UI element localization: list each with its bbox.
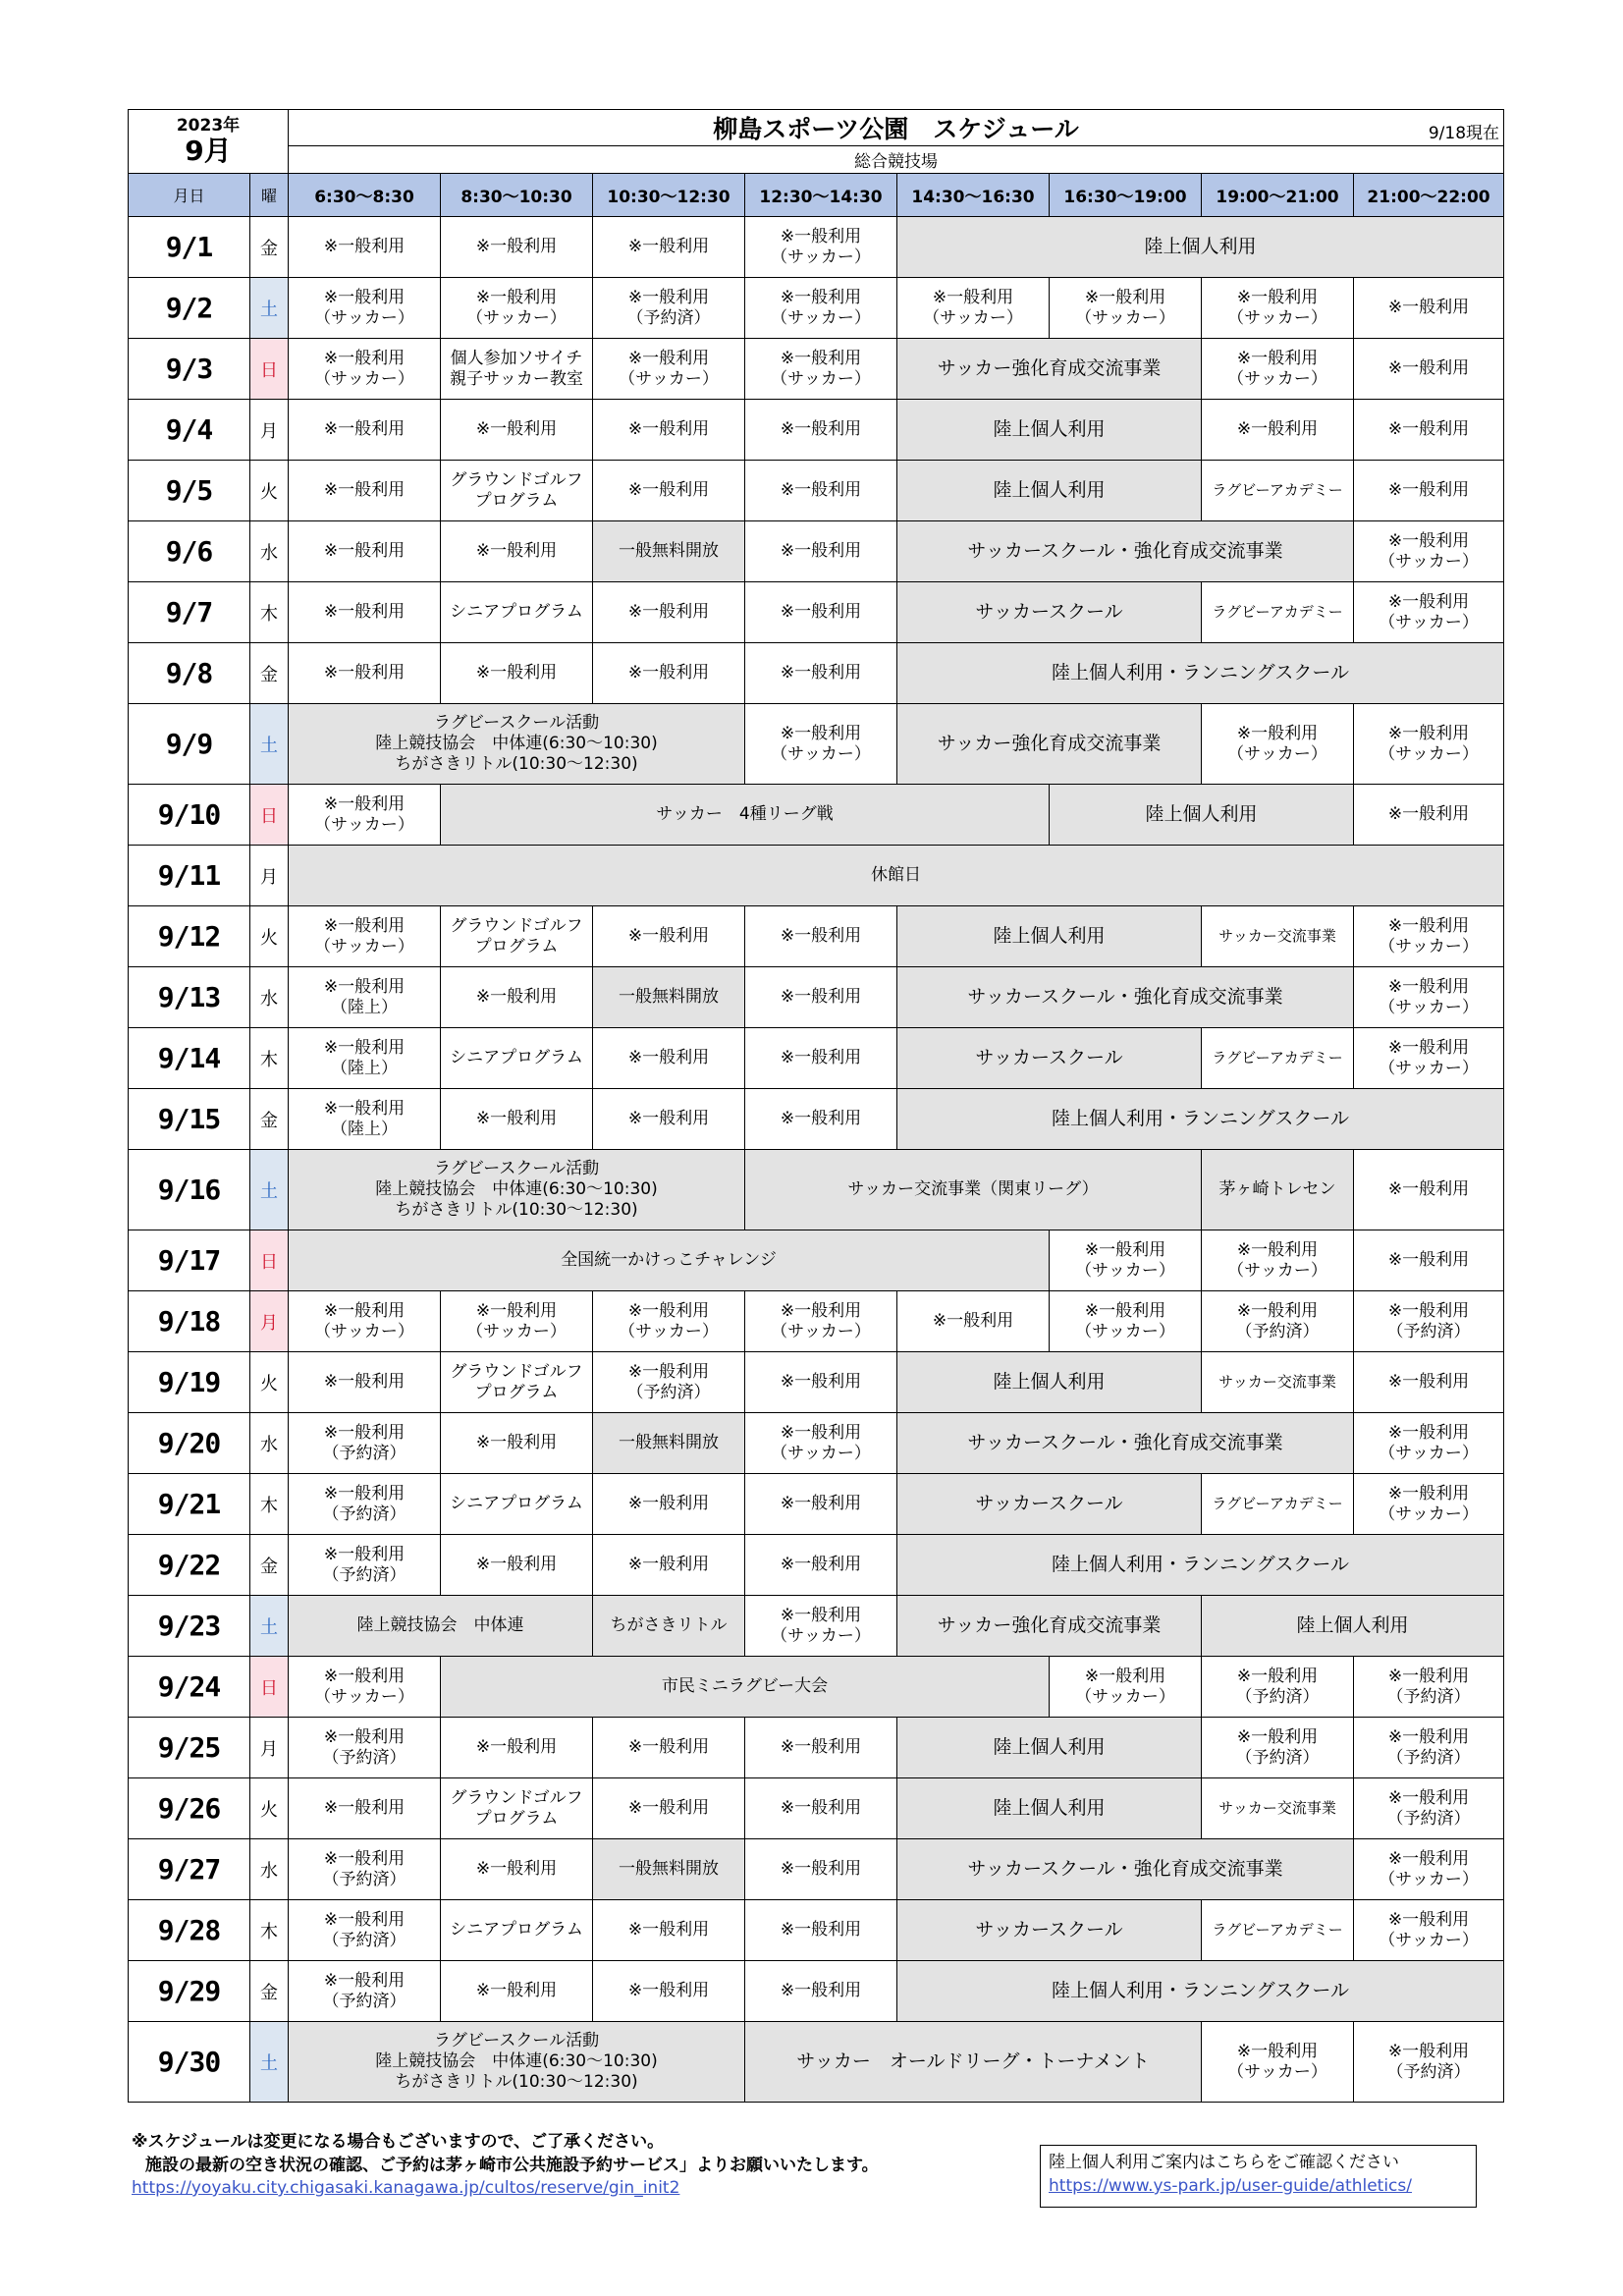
booking-cell: ※一般利用 （陸上） xyxy=(289,1028,441,1089)
booking-cell: サッカー交流事業（関東リーグ） xyxy=(745,1150,1202,1230)
booking-cell: サッカースクール・強化育成交流事業 xyxy=(897,1413,1354,1474)
booking-cell: ※一般利用 （サッカー） xyxy=(1354,521,1504,582)
time-slot-header: 10:30～12:30 xyxy=(593,174,745,217)
year-label: 2023年 xyxy=(176,116,241,136)
booking-cell: サッカースクール・強化育成交流事業 xyxy=(897,967,1354,1028)
schedule-row xyxy=(129,400,1504,461)
schedule-row xyxy=(129,906,1504,967)
booking-cell: ※一般利用 （予約済） xyxy=(289,1961,441,2022)
booking-cell: ※一般利用 （予約済） xyxy=(1354,1778,1504,1839)
booking-cell: ※一般利用 （サッカー） xyxy=(1354,1474,1504,1535)
booking-cell: ※一般利用 xyxy=(1354,1230,1504,1291)
booking-cell: ※一般利用 （陸上） xyxy=(289,1089,441,1150)
date-cell: 9/12 xyxy=(129,906,250,967)
schedule-row xyxy=(129,846,1504,906)
schedule-row xyxy=(129,1535,1504,1596)
booking-cell: シニアプログラム xyxy=(441,1474,593,1535)
schedule-row xyxy=(129,461,1504,521)
booking-cell: グラウンドゴルフ プログラム xyxy=(441,906,593,967)
date-cell: 9/10 xyxy=(129,785,250,846)
schedule-row xyxy=(129,967,1504,1028)
booking-cell: 一般無料開放 xyxy=(593,967,745,1028)
booking-cell: ※一般利用 （予約済） xyxy=(1202,1718,1354,1778)
booking-cell: ※一般利用 （サッカー） xyxy=(593,339,745,400)
athletics-info-link[interactable]: https://www.ys-park.jp/user-guide/athletics/ xyxy=(1049,2176,1412,2196)
booking-cell: ※一般利用 xyxy=(897,1291,1050,1352)
schedule-row xyxy=(129,278,1504,339)
time-slot-header: 21:00～22:00 xyxy=(1354,174,1504,217)
schedule-row xyxy=(129,1150,1504,1230)
booking-cell: ※一般利用 （陸上） xyxy=(289,967,441,1028)
booking-cell: 陸上個人利用 xyxy=(897,1778,1202,1839)
month-label: 9月 xyxy=(185,135,232,167)
booking-cell: ※一般利用 xyxy=(745,521,897,582)
booking-cell: サッカー交流事業 xyxy=(1202,1352,1354,1413)
booking-cell: ※一般利用 xyxy=(745,1839,897,1900)
booking-cell: サッカースクール・強化育成交流事業 xyxy=(897,521,1354,582)
weekday-cell: 木 xyxy=(250,1900,289,1961)
date-cell: 9/9 xyxy=(129,704,250,785)
booking-cell: 陸上個人利用 xyxy=(897,400,1202,461)
booking-cell: 陸上個人利用 xyxy=(897,1718,1202,1778)
booking-cell: サッカー交流事業 xyxy=(1202,1778,1354,1839)
booking-cell: ※一般利用 xyxy=(745,1718,897,1778)
booking-cell: ※一般利用 （サッカー） xyxy=(289,1291,441,1352)
booking-cell: ※一般利用 xyxy=(1354,400,1504,461)
booking-cell: グラウンドゴルフ プログラム xyxy=(441,461,593,521)
weekday-cell: 土 xyxy=(250,278,289,339)
booking-cell: ※一般利用 （サッカー） xyxy=(1354,906,1504,967)
booking-cell: ※一般利用 xyxy=(593,1474,745,1535)
booking-cell: シニアプログラム xyxy=(441,582,593,643)
booking-cell: 陸上個人利用 xyxy=(897,1352,1202,1413)
schedule-row xyxy=(129,1413,1504,1474)
booking-cell: ラグビーアカデミー xyxy=(1202,461,1354,521)
booking-cell: ※一般利用 （予約済） xyxy=(289,1900,441,1961)
booking-cell: ※一般利用 （サッカー） xyxy=(745,1291,897,1352)
booking-cell: 茅ヶ崎トレセン xyxy=(1202,1150,1354,1230)
booking-cell: 陸上個人利用・ランニングスクール xyxy=(897,1089,1504,1150)
booking-cell: 一般無料開放 xyxy=(593,521,745,582)
time-slot-header: 16:30～19:00 xyxy=(1050,174,1202,217)
page-title: 柳島スポーツ公園 スケジュール xyxy=(713,115,1079,143)
weekday-cell: 金 xyxy=(250,217,289,278)
weekday-cell: 木 xyxy=(250,582,289,643)
booking-cell: ※一般利用 xyxy=(1354,339,1504,400)
schedule-row xyxy=(129,1028,1504,1089)
weekday-cell: 日 xyxy=(250,1230,289,1291)
booking-cell: ※一般利用 xyxy=(593,461,745,521)
weekday-cell: 火 xyxy=(250,1352,289,1413)
schedule-row xyxy=(129,1089,1504,1150)
booking-cell: 陸上個人利用 xyxy=(897,217,1504,278)
weekday-cell: 金 xyxy=(250,643,289,704)
booking-cell: ラグビースクール活動 陸上競技協会 中体連(6:30～10:30) ちがさきリトル(10:30～12:30) xyxy=(289,2022,745,2103)
date-cell: 9/13 xyxy=(129,967,250,1028)
booking-cell: ※一般利用 xyxy=(593,217,745,278)
booking-cell: ※一般利用 xyxy=(745,1474,897,1535)
booking-cell: ※一般利用 （サッカー） xyxy=(1354,1900,1504,1961)
booking-cell: ※一般利用 xyxy=(593,1778,745,1839)
booking-cell: ※一般利用 （サッカー） xyxy=(1050,1657,1202,1718)
booking-cell: ※一般利用 （予約済） xyxy=(1354,2022,1504,2103)
athletics-info-text: 陸上個人利用ご案内はこちらをご確認ください xyxy=(1049,2153,1399,2172)
booking-cell: ※一般利用 xyxy=(441,1413,593,1474)
weekday-cell: 水 xyxy=(250,967,289,1028)
schedule-row xyxy=(129,1291,1504,1352)
date-cell: 9/1 xyxy=(129,217,250,278)
schedule-row xyxy=(129,582,1504,643)
booking-cell: サッカー 4種リーグ戦 xyxy=(441,785,1050,846)
weekday-cell: 日 xyxy=(250,339,289,400)
booking-cell: ※一般利用 xyxy=(1202,400,1354,461)
schedule-row xyxy=(129,785,1504,846)
booking-cell: ※一般利用 （サッカー） xyxy=(745,278,897,339)
weekday-cell: 月 xyxy=(250,846,289,906)
booking-cell: ※一般利用 （サッカー） xyxy=(1050,1291,1202,1352)
booking-cell: ※一般利用 xyxy=(1354,278,1504,339)
date-cell: 9/5 xyxy=(129,461,250,521)
booking-cell: 個人参加ソサイチ 親子サッカー教室 xyxy=(441,339,593,400)
dow-column-header: 曜 xyxy=(250,174,289,217)
schedule-row xyxy=(129,1839,1504,1900)
booking-cell: ※一般利用 （予約済） xyxy=(1202,1291,1354,1352)
booking-cell: 陸上競技協会 中体連 xyxy=(289,1596,593,1657)
date-cell: 9/22 xyxy=(129,1535,250,1596)
date-cell: 9/28 xyxy=(129,1900,250,1961)
date-cell: 9/6 xyxy=(129,521,250,582)
weekday-cell: 木 xyxy=(250,1474,289,1535)
weekday-cell: 土 xyxy=(250,2022,289,2103)
booking-cell: 陸上個人利用 xyxy=(897,906,1202,967)
schedule-row xyxy=(129,2022,1504,2103)
schedule-row xyxy=(129,1657,1504,1718)
booking-cell: ※一般利用 （サッカー） xyxy=(1354,1839,1504,1900)
schedule-row xyxy=(129,217,1504,278)
booking-cell: ※一般利用 xyxy=(441,217,593,278)
time-slot-header: 8:30～10:30 xyxy=(441,174,593,217)
booking-cell: ラグビースクール活動 陸上競技協会 中体連(6:30～10:30) ちがさきリトル(10:30～12:30) xyxy=(289,704,745,785)
booking-cell: ※一般利用 xyxy=(1354,461,1504,521)
weekday-cell: 土 xyxy=(250,1596,289,1657)
date-cell: 9/7 xyxy=(129,582,250,643)
date-cell: 9/29 xyxy=(129,1961,250,2022)
schedule-table xyxy=(128,109,1504,2103)
booking-cell: ※一般利用 （サッカー） xyxy=(289,278,441,339)
schedule-row xyxy=(129,521,1504,582)
date-cell: 9/4 xyxy=(129,400,250,461)
weekday-cell: 火 xyxy=(250,906,289,967)
weekday-cell: 日 xyxy=(250,785,289,846)
booking-cell: ※一般利用 xyxy=(289,643,441,704)
booking-cell: ※一般利用 （予約済） xyxy=(593,278,745,339)
booking-cell: ※一般利用 （予約済） xyxy=(289,1535,441,1596)
weekday-cell: 金 xyxy=(250,1535,289,1596)
booking-cell: ※一般利用 （サッカー） xyxy=(897,278,1050,339)
venue-label: 総合競技場 xyxy=(289,146,1504,174)
booking-cell: シニアプログラム xyxy=(441,1028,593,1089)
weekday-cell: 水 xyxy=(250,1413,289,1474)
booking-cell: サッカースクール・強化育成交流事業 xyxy=(897,1839,1354,1900)
booking-cell: 陸上個人利用・ランニングスクール xyxy=(897,643,1504,704)
booking-cell: 陸上個人利用 xyxy=(1202,1596,1504,1657)
booking-cell: ※一般利用 xyxy=(593,400,745,461)
weekday-cell: 金 xyxy=(250,1089,289,1150)
time-slot-header: 14:30～16:30 xyxy=(897,174,1050,217)
booking-cell: グラウンドゴルフ プログラム xyxy=(441,1352,593,1413)
date-column-header: 月日 xyxy=(129,174,250,217)
booking-cell: ※一般利用 xyxy=(441,400,593,461)
booking-cell: サッカースクール xyxy=(897,1900,1202,1961)
booking-cell: ※一般利用 xyxy=(745,1535,897,1596)
booking-cell: ※一般利用 xyxy=(745,400,897,461)
schedule-row xyxy=(129,1718,1504,1778)
date-cell: 9/21 xyxy=(129,1474,250,1535)
schedule-row xyxy=(129,1961,1504,2022)
weekday-cell: 水 xyxy=(250,521,289,582)
booking-cell: ※一般利用 （サッカー） xyxy=(289,906,441,967)
booking-cell: ※一般利用 xyxy=(593,1028,745,1089)
booking-cell: ※一般利用 xyxy=(289,461,441,521)
schedule-row xyxy=(129,1230,1504,1291)
time-slot-header: 19:00～21:00 xyxy=(1202,174,1354,217)
booking-cell: ※一般利用 （サッカー） xyxy=(1202,2022,1354,2103)
booking-cell: ラグビーアカデミー xyxy=(1202,582,1354,643)
schedule-row xyxy=(129,1596,1504,1657)
booking-cell: サッカー オールドリーグ・トーナメント xyxy=(745,2022,1202,2103)
booking-cell: ※一般利用 xyxy=(745,1961,897,2022)
booking-cell: グラウンドゴルフ プログラム xyxy=(441,1778,593,1839)
booking-cell: ※一般利用 （予約済） xyxy=(289,1413,441,1474)
booking-cell: ※一般利用 xyxy=(593,1900,745,1961)
booking-cell: ラグビーアカデミー xyxy=(1202,1474,1354,1535)
schedule-row xyxy=(129,339,1504,400)
weekday-cell: 水 xyxy=(250,1839,289,1900)
weekday-cell: 月 xyxy=(250,1291,289,1352)
athletics-info-box xyxy=(1040,2145,1477,2208)
date-cell: 9/15 xyxy=(129,1089,250,1150)
booking-cell: ※一般利用 xyxy=(441,521,593,582)
booking-cell: サッカー強化育成交流事業 xyxy=(897,339,1202,400)
schedule-row xyxy=(129,1778,1504,1839)
booking-cell: ※一般利用 xyxy=(441,1535,593,1596)
booking-cell: ※一般利用 xyxy=(289,1778,441,1839)
booking-cell: ※一般利用 xyxy=(1354,1150,1504,1230)
schedule-row xyxy=(129,1474,1504,1535)
booking-cell: 陸上個人利用 xyxy=(897,461,1202,521)
date-cell: 9/23 xyxy=(129,1596,250,1657)
booking-cell: ※一般利用 xyxy=(289,400,441,461)
schedule-row xyxy=(129,1900,1504,1961)
booking-cell: ※一般利用 xyxy=(441,1718,593,1778)
booking-cell: ※一般利用 xyxy=(441,1961,593,2022)
date-cell: 9/8 xyxy=(129,643,250,704)
booking-cell: ※一般利用 （予約済） xyxy=(593,1352,745,1413)
date-cell: 9/16 xyxy=(129,1150,250,1230)
booking-cell: シニアプログラム xyxy=(441,1900,593,1961)
booking-cell: ※一般利用 xyxy=(441,1839,593,1900)
booking-cell: ※一般利用 xyxy=(289,521,441,582)
weekday-cell: 日 xyxy=(250,1657,289,1718)
weekday-cell: 木 xyxy=(250,1028,289,1089)
booking-cell: ※一般利用 （サッカー） xyxy=(1202,704,1354,785)
booking-cell: ※一般利用 （サッカー） xyxy=(289,339,441,400)
reservation-note: 施設の最新の空き状況の確認、ご予約は茅ヶ崎市公共施設予約サービス」よりお願いいたします。 xyxy=(145,2156,879,2175)
booking-cell: ※一般利用 xyxy=(745,1778,897,1839)
booking-cell: ※一般利用 xyxy=(441,643,593,704)
booking-cell: ※一般利用 xyxy=(593,1535,745,1596)
booking-cell: ちがさきリトル xyxy=(593,1596,745,1657)
booking-cell: 陸上個人利用・ランニングスクール xyxy=(897,1535,1504,1596)
booking-cell: 一般無料開放 xyxy=(593,1839,745,1900)
date-cell: 9/24 xyxy=(129,1657,250,1718)
booking-cell: ※一般利用 （サッカー） xyxy=(745,339,897,400)
booking-cell: ※一般利用 （予約済） xyxy=(1354,1718,1504,1778)
as-of-date: 9/18現在 xyxy=(1428,124,1500,143)
schedule-row xyxy=(129,643,1504,704)
date-cell: 9/25 xyxy=(129,1718,250,1778)
booking-cell: ラグビースクール活動 陸上競技協会 中体連(6:30～10:30) ちがさきリトル(10:30～12:30) xyxy=(289,1150,745,1230)
booking-cell: サッカースクール xyxy=(897,1028,1202,1089)
booking-cell: ※一般利用 （サッカー） xyxy=(1354,1413,1504,1474)
reservation-link[interactable]: https://yoyaku.city.chigasaki.kanagawa.jp/cultos/reserve/gin_init2 xyxy=(132,2178,680,2198)
schedule-change-note: ※スケジュールは変更になる場合もございますので、ご了承ください。 xyxy=(132,2132,665,2152)
date-cell: 9/14 xyxy=(129,1028,250,1089)
date-cell: 9/17 xyxy=(129,1230,250,1291)
date-cell: 9/27 xyxy=(129,1839,250,1900)
booking-cell: ※一般利用 （サッカー） xyxy=(1354,1028,1504,1089)
booking-cell: ※一般利用 xyxy=(441,967,593,1028)
booking-cell: ※一般利用 xyxy=(593,643,745,704)
booking-cell: ※一般利用 （サッカー） xyxy=(1202,278,1354,339)
weekday-cell: 火 xyxy=(250,1778,289,1839)
booking-cell: ※一般利用 （予約済） xyxy=(289,1839,441,1900)
booking-cell: ※一般利用 （サッカー） xyxy=(289,1657,441,1718)
booking-cell: ※一般利用 xyxy=(745,461,897,521)
booking-cell: サッカー強化育成交流事業 xyxy=(897,704,1202,785)
weekday-cell: 土 xyxy=(250,1150,289,1230)
weekday-cell: 土 xyxy=(250,704,289,785)
booking-cell: ※一般利用 （サッカー） xyxy=(441,1291,593,1352)
booking-cell: ※一般利用 （サッカー） xyxy=(1354,582,1504,643)
booking-cell: 陸上個人利用・ランニングスクール xyxy=(897,1961,1504,2022)
booking-cell: ※一般利用 xyxy=(593,1961,745,2022)
date-cell: 9/3 xyxy=(129,339,250,400)
booking-cell: ※一般利用 （サッカー） xyxy=(289,785,441,846)
booking-cell: ※一般利用 xyxy=(745,906,897,967)
booking-cell: ※一般利用 （予約済） xyxy=(289,1474,441,1535)
booking-cell: ※一般利用 （予約済） xyxy=(1202,1657,1354,1718)
booking-cell: ※一般利用 （サッカー） xyxy=(441,278,593,339)
booking-cell: ※一般利用 （予約済） xyxy=(289,1718,441,1778)
date-cell: 9/20 xyxy=(129,1413,250,1474)
booking-cell: ※一般利用 xyxy=(593,906,745,967)
booking-cell: ラグビーアカデミー xyxy=(1202,1900,1354,1961)
booking-cell: ※一般利用 xyxy=(745,1900,897,1961)
date-cell: 9/11 xyxy=(129,846,250,906)
booking-cell: ※一般利用 xyxy=(441,1089,593,1150)
booking-cell: ※一般利用 （サッカー） xyxy=(1354,704,1504,785)
weekday-cell: 月 xyxy=(250,400,289,461)
booking-cell: サッカースクール xyxy=(897,582,1202,643)
booking-cell: ※一般利用 （サッカー） xyxy=(745,1596,897,1657)
booking-cell: ※一般利用 xyxy=(745,643,897,704)
booking-cell: ※一般利用 xyxy=(289,217,441,278)
date-cell: 9/26 xyxy=(129,1778,250,1839)
date-cell: 9/19 xyxy=(129,1352,250,1413)
booking-cell: 休館日 xyxy=(289,846,1504,906)
booking-cell: ※一般利用 （予約済） xyxy=(1354,1657,1504,1718)
date-cell: 9/2 xyxy=(129,278,250,339)
booking-cell: 一般無料開放 xyxy=(593,1413,745,1474)
booking-cell: ※一般利用 xyxy=(593,582,745,643)
booking-cell: ※一般利用 （サッカー） xyxy=(745,704,897,785)
booking-cell: ※一般利用 xyxy=(745,1089,897,1150)
booking-cell: ※一般利用 xyxy=(745,1028,897,1089)
year-month-cell xyxy=(129,110,289,174)
schedule-title-cell xyxy=(289,110,1504,146)
booking-cell: ※一般利用 xyxy=(1354,1352,1504,1413)
schedule-row xyxy=(129,1352,1504,1413)
booking-cell: ※一般利用 （サッカー） xyxy=(1050,1230,1202,1291)
booking-cell: ※一般利用 （予約済） xyxy=(1354,1291,1504,1352)
booking-cell: ※一般利用 xyxy=(289,582,441,643)
booking-cell: ※一般利用 xyxy=(745,1352,897,1413)
booking-cell: 全国統一かけっこチャレンジ xyxy=(289,1230,1050,1291)
booking-cell: ※一般利用 xyxy=(289,1352,441,1413)
booking-cell: ※一般利用 xyxy=(745,582,897,643)
booking-cell: ※一般利用 xyxy=(745,967,897,1028)
booking-cell: ※一般利用 xyxy=(593,1089,745,1150)
booking-cell: ※一般利用 （サッカー） xyxy=(745,217,897,278)
booking-cell: サッカースクール xyxy=(897,1474,1202,1535)
schedule-row xyxy=(129,704,1504,785)
date-cell: 9/18 xyxy=(129,1291,250,1352)
booking-cell: 陸上個人利用 xyxy=(1050,785,1354,846)
booking-cell: ※一般利用 （サッカー） xyxy=(1050,278,1202,339)
time-slot-header: 12:30～14:30 xyxy=(745,174,897,217)
booking-cell: ※一般利用 xyxy=(593,1718,745,1778)
booking-cell: ※一般利用 （サッカー） xyxy=(1354,967,1504,1028)
booking-cell: ラグビーアカデミー xyxy=(1202,1028,1354,1089)
booking-cell: 市民ミニラグビー大会 xyxy=(441,1657,1050,1718)
time-slot-header: 6:30～8:30 xyxy=(289,174,441,217)
weekday-cell: 金 xyxy=(250,1961,289,2022)
booking-cell: ※一般利用 （サッカー） xyxy=(745,1413,897,1474)
booking-cell: サッカー強化育成交流事業 xyxy=(897,1596,1202,1657)
booking-cell: サッカー交流事業 xyxy=(1202,906,1354,967)
weekday-cell: 月 xyxy=(250,1718,289,1778)
booking-cell: ※一般利用 （サッカー） xyxy=(1202,339,1354,400)
booking-cell: ※一般利用 xyxy=(1354,785,1504,846)
booking-cell: ※一般利用 （サッカー） xyxy=(593,1291,745,1352)
booking-cell: ※一般利用 （サッカー） xyxy=(1202,1230,1354,1291)
date-cell: 9/30 xyxy=(129,2022,250,2103)
weekday-cell: 火 xyxy=(250,461,289,521)
